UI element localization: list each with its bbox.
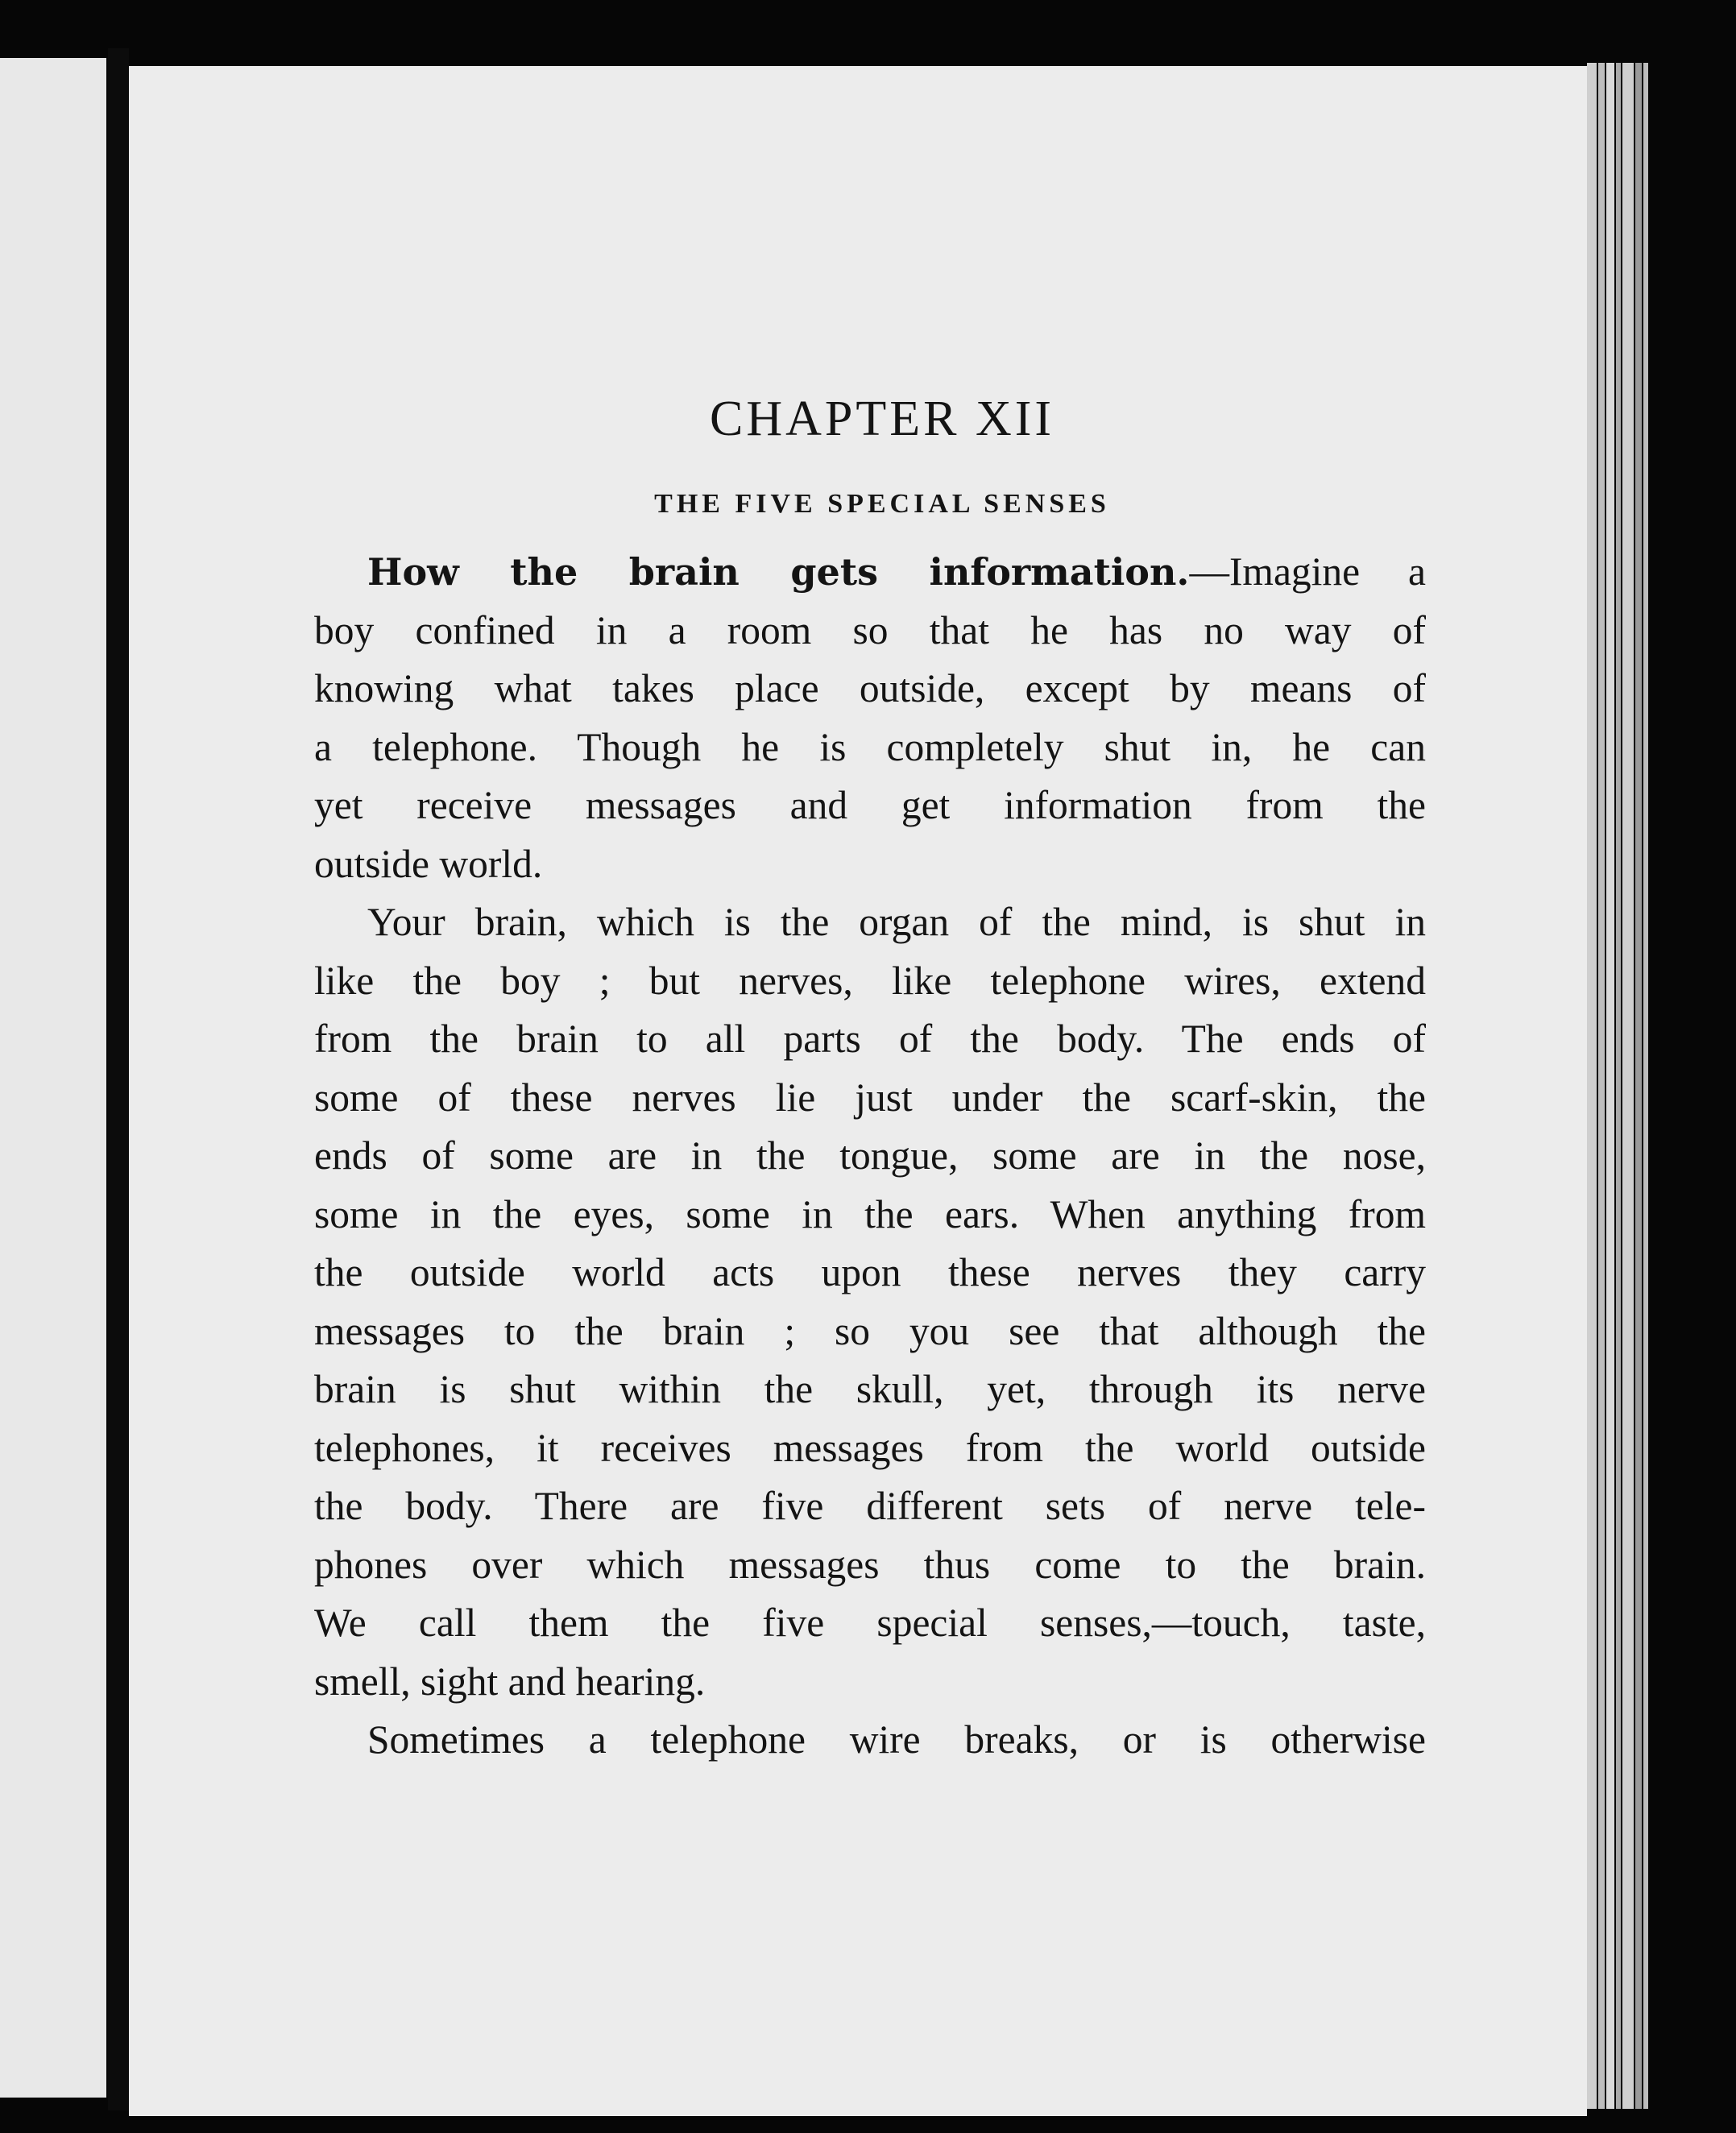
section-title: THE FIVE SPECIAL SENSES	[654, 489, 1110, 519]
page-edge	[1635, 63, 1642, 2109]
run-in-heading: How the brain gets information.	[367, 550, 1190, 594]
paragraph-line: smell, sight and hearing.	[314, 1659, 706, 1704]
book-spine	[108, 48, 129, 2110]
paragraph-line: some in the eyes, some in the ears. When anything from	[314, 1191, 1426, 1236]
paragraph-line: a telephone. Though he is completely shut in, he can	[314, 724, 1426, 769]
paragraph-line: Your brain, which is the organ of the mind, is shut in	[367, 900, 1426, 944]
paragraph-line: the outside world acts upon these nerves they carry	[314, 1250, 1426, 1294]
page-edge	[1606, 63, 1614, 2109]
page-edge	[1616, 63, 1621, 2109]
paragraph-3	[314, 1711, 1426, 1770]
paragraph-line	[314, 543, 1426, 602]
paragraph-line: knowing what takes place outside, except by means of	[314, 666, 1426, 710]
page-edge	[1643, 63, 1648, 2109]
paragraph-line: some of these nerves lie just under the scarf-skin, the	[314, 1075, 1426, 1120]
paragraph-line: from the brain to all parts of the body. The ends of	[314, 1017, 1426, 1061]
page-edge	[1598, 63, 1605, 2109]
paragraph-line: outside world.	[314, 841, 543, 886]
paragraph-line: Sometimes a telephone wire breaks, or is otherwise	[367, 1717, 1426, 1762]
paragraph-line: boy confined in a room so that he has no way of	[314, 607, 1426, 652]
paragraph-2	[314, 893, 1426, 1711]
paragraph-line: the body. There are five different sets of nerve tele-	[314, 1484, 1426, 1528]
line-text: —Imagine a	[1189, 549, 1426, 594]
paragraph-line: brain is shut within the skull, yet, through its nerve	[314, 1367, 1426, 1411]
paragraph-line: messages to the brain ; so you see that although the	[314, 1308, 1426, 1353]
paragraph-line: telephones, it receives messages from the world outside	[314, 1425, 1426, 1470]
facing-page-edge	[0, 58, 106, 2098]
page-edge	[1622, 63, 1634, 2109]
chapter-title: CHAPTER XII	[709, 391, 1055, 446]
paragraph-line: like the boy ; but nerves, like telephone wires, extend	[314, 958, 1426, 1003]
page-edge	[1587, 63, 1597, 2109]
paragraph-line: phones over which messages thus come to the brain.	[314, 1542, 1426, 1587]
paragraph-1	[314, 543, 1426, 893]
page-text	[314, 387, 1426, 1770]
paragraph-line: ends of some are in the tongue, some are in the nose,	[314, 1133, 1426, 1178]
paragraph-line: We call them the five special senses,—touch, taste,	[314, 1601, 1426, 1645]
paragraph-line: yet receive messages and get information from the	[314, 783, 1426, 827]
